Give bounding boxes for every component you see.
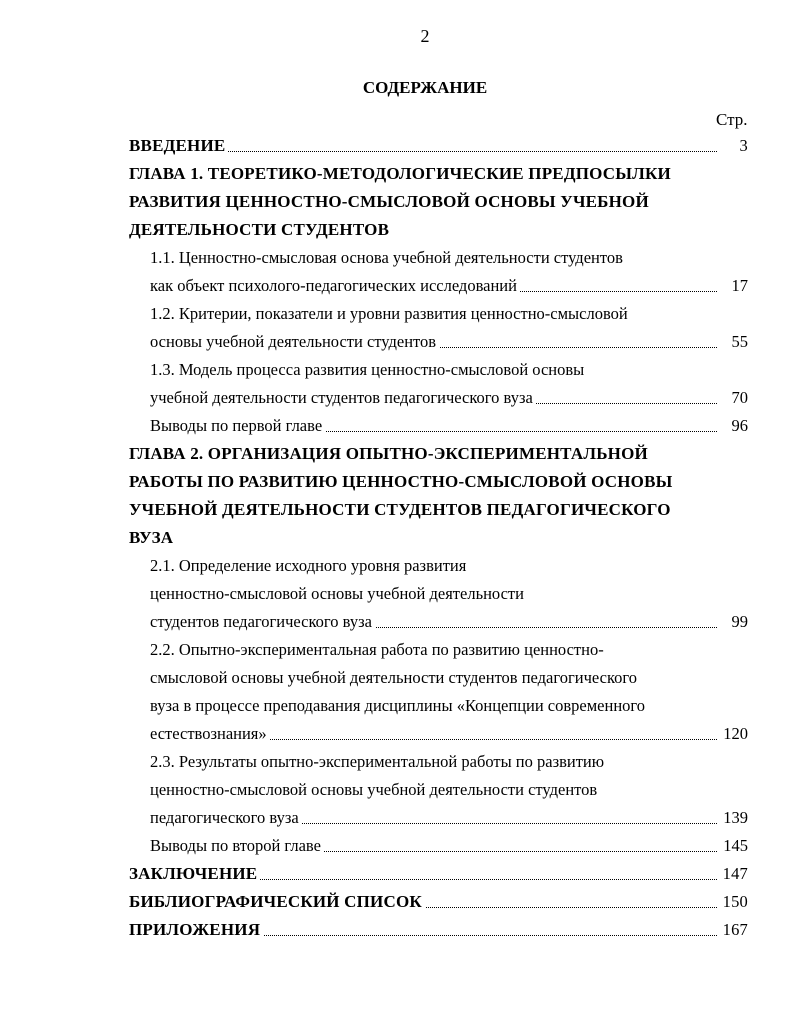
toc-entry-text: студентов педагогического вуза bbox=[150, 608, 375, 636]
toc-section-2-3[interactable] bbox=[0, 748, 799, 776]
toc-entry-text: 2.3. Результаты опытно-экспериментальной работы по развитию bbox=[150, 752, 605, 771]
toc-entry-text: 1.1. Ценностно-смысловая основа учебной деятельности студентов bbox=[150, 248, 623, 267]
toc-entry-text: естествознания» bbox=[150, 720, 270, 748]
toc-chapter-1-heading[interactable] bbox=[0, 160, 799, 188]
toc-entry-text: 2.1. Определение исходного уровня развития bbox=[150, 556, 467, 575]
toc-entry-text: ГЛАВА 2. ОРГАНИЗАЦИЯ ОПЫТНО-ЭКСПЕРИМЕНТАЛЬНОЙ bbox=[129, 444, 648, 463]
toc-page-number: 55 bbox=[729, 328, 749, 356]
toc-conclusions-chapter-1[interactable] bbox=[0, 412, 799, 440]
table-of-contents bbox=[0, 132, 799, 944]
toc-page-number: 17 bbox=[729, 272, 749, 300]
toc-entry-text: педагогического вуза bbox=[150, 804, 302, 832]
toc-entry-text: БИБЛИОГРАФИЧЕСКИЙ СПИСОК bbox=[129, 888, 425, 916]
toc-section-2-2[interactable] bbox=[0, 636, 799, 664]
toc-entry-text: учебной деятельности студентов педагогического вуза bbox=[150, 384, 536, 412]
toc-section-1-2[interactable] bbox=[0, 328, 799, 356]
toc-entry-text: ПРИЛОЖЕНИЯ bbox=[129, 916, 263, 944]
toc-page-number: 145 bbox=[720, 832, 748, 860]
toc-page-number: 167 bbox=[720, 916, 748, 944]
toc-entry-text: ДЕЯТЕЛЬНОСТИ СТУДЕНТОВ bbox=[129, 220, 390, 239]
toc-entry-text: основы учебной деятельности студентов bbox=[150, 328, 439, 356]
toc-entry-text: РАЗВИТИЯ ЦЕННОСТНО-СМЫСЛОВОЙ ОСНОВЫ УЧЕБНОЙ bbox=[129, 192, 649, 211]
toc-section-2-1[interactable] bbox=[0, 608, 799, 636]
toc-page-number: 147 bbox=[720, 860, 748, 888]
toc-entry-text: Выводы по второй главе bbox=[150, 832, 324, 860]
toc-section-1-1[interactable] bbox=[0, 244, 799, 272]
toc-page-number: 139 bbox=[720, 804, 748, 832]
toc-entry-text: ГЛАВА 1. ТЕОРЕТИКО-МЕТОДОЛОГИЧЕСКИЕ ПРЕДПОСЫЛКИ bbox=[129, 164, 671, 183]
toc-entry-text: ценностно-смысловой основы учебной деятельности студентов bbox=[150, 780, 598, 799]
toc-section-2-2[interactable] bbox=[0, 720, 799, 748]
toc-section-2-1[interactable] bbox=[0, 580, 799, 608]
toc-section-2-2[interactable] bbox=[0, 692, 799, 720]
toc-entry-text: ВВЕДЕНИЕ bbox=[129, 132, 228, 160]
toc-section-2-3[interactable] bbox=[0, 804, 799, 832]
toc-page-number: 150 bbox=[720, 888, 748, 916]
toc-entry-conclusion[interactable] bbox=[0, 860, 799, 888]
toc-section-2-3[interactable] bbox=[0, 776, 799, 804]
toc-section-2-1[interactable] bbox=[0, 552, 799, 580]
toc-chapter-2-heading[interactable] bbox=[0, 468, 799, 496]
toc-title: СОДЕРЖАНИЕ bbox=[362, 78, 488, 97]
toc-conclusions-chapter-2[interactable] bbox=[0, 832, 799, 860]
toc-entry-bibliography[interactable] bbox=[0, 888, 799, 916]
toc-entry-text: 1.3. Модель процесса развития ценностно-смысловой основы bbox=[150, 360, 585, 379]
toc-chapter-2-heading[interactable] bbox=[0, 440, 799, 468]
page-number: 2 bbox=[420, 26, 430, 46]
toc-page-number: 96 bbox=[729, 412, 749, 440]
toc-entry-text: 2.2. Опытно-экспериментальная работа по развитию ценностно- bbox=[150, 640, 604, 659]
toc-section-1-3[interactable] bbox=[0, 356, 799, 384]
toc-chapter-1-heading[interactable] bbox=[0, 188, 799, 216]
toc-entry-text: вуза в процессе преподавания дисциплины «Концепции современного bbox=[150, 696, 646, 715]
toc-page-number: 99 bbox=[729, 608, 749, 636]
toc-chapter-2-heading[interactable] bbox=[0, 524, 799, 552]
page-column-label: Стр. bbox=[716, 110, 748, 129]
toc-entry-text: ВУЗА bbox=[129, 528, 174, 547]
toc-chapter-1-heading[interactable] bbox=[0, 216, 799, 244]
toc-entry-text: РАБОТЫ ПО РАЗВИТИЮ ЦЕННОСТНО-СМЫСЛОВОЙ ОСНОВЫ bbox=[129, 472, 673, 491]
toc-page-number: 3 bbox=[737, 132, 748, 160]
toc-section-2-2[interactable] bbox=[0, 664, 799, 692]
toc-entry-text: УЧЕБНОЙ ДЕЯТЕЛЬНОСТИ СТУДЕНТОВ ПЕДАГОГИЧЕСКОГО bbox=[129, 500, 671, 519]
toc-entry-appendices[interactable] bbox=[0, 916, 799, 944]
toc-section-1-3[interactable] bbox=[0, 384, 799, 412]
toc-page-number: 120 bbox=[720, 720, 748, 748]
toc-entry-text: ЗАКЛЮЧЕНИЕ bbox=[129, 860, 260, 888]
toc-entry-text: Выводы по первой главе bbox=[150, 412, 325, 440]
toc-section-1-2[interactable] bbox=[0, 300, 799, 328]
toc-entry-text: как объект психолого-педагогических исследований bbox=[150, 272, 520, 300]
toc-section-1-1[interactable] bbox=[0, 272, 799, 300]
toc-entry-text: 1.2. Критерии, показатели и уровни развития ценностно-смысловой bbox=[150, 304, 628, 323]
toc-chapter-2-heading[interactable] bbox=[0, 496, 799, 524]
toc-entry-introduction[interactable] bbox=[0, 132, 799, 160]
toc-entry-text: смысловой основы учебной деятельности студентов педагогического bbox=[150, 668, 637, 687]
toc-entry-text: ценностно-смысловой основы учебной деятельности bbox=[150, 584, 524, 603]
toc-page-number: 70 bbox=[729, 384, 749, 412]
